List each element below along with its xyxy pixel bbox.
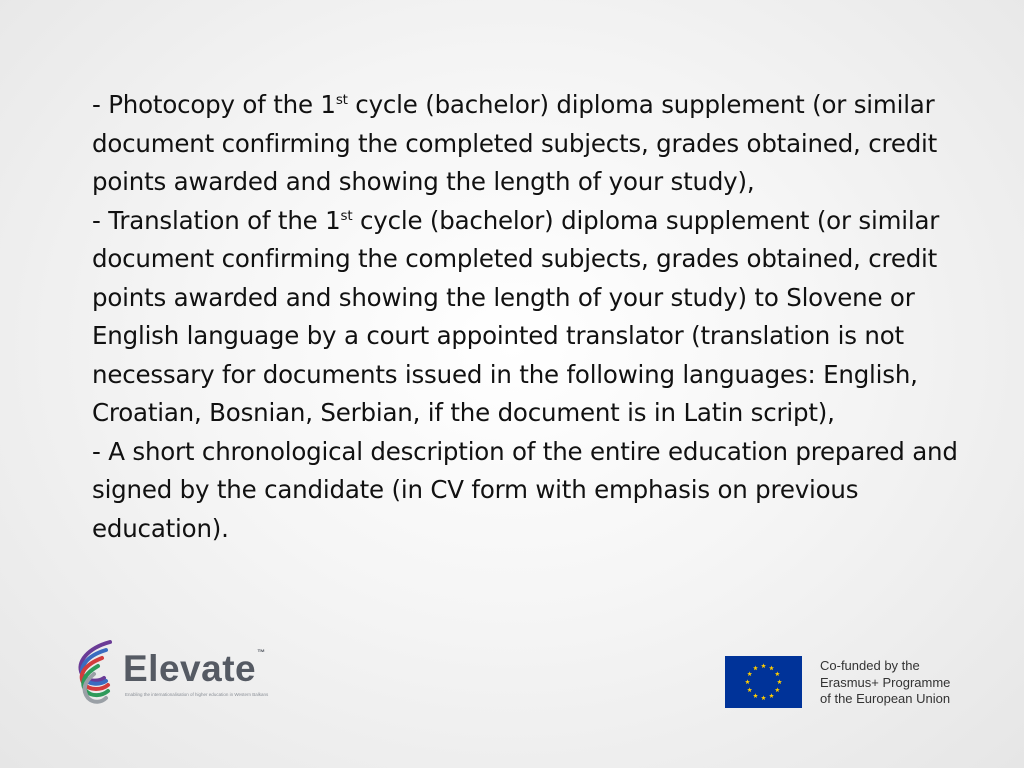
- elevate-logo: [70, 638, 270, 708]
- elevate-swirl-icon: [70, 638, 122, 708]
- eu-line: of the European Union: [820, 691, 951, 706]
- eu-cofunding-statement: [820, 658, 950, 708]
- eu-flag-icon: [725, 656, 802, 708]
- eu-line: Co-funded by the: [820, 658, 920, 673]
- bullet-chronological-cv: - A short chronological description of the entire education prepared and signed by the candidate (in CV form with emphasis on previous education).: [92, 436, 958, 543]
- eu-line: Erasmus+ Programme: [820, 674, 951, 690]
- bullet-bachelor-supplement-translation: - Translation of the 1st cycle (bachelor) diploma supplement (or similar document confirming the completed subjects, grades obtained, credit points awarded and showing the length of your study) to Slovene or English language by a court appointed translator (translation is not necessary for documents issued in the following languages: English, Croatian, Bosnian, Serbian, if the document is in Latin script),: [92, 205, 940, 427]
- slide-body: [92, 86, 982, 548]
- bullet-bachelor-supplement-photocopy: - Photocopy of the 1st cycle (bachelor) diploma supplement (or similar document confirming the completed subjects, grades obtained, credit points awarded and showing the length of your study),: [92, 90, 938, 196]
- elevate-tagline: Enabling the internationalisation of higher education in Western Balkans: [125, 692, 269, 697]
- elevate-wordmark: Elevate™: [123, 648, 266, 689]
